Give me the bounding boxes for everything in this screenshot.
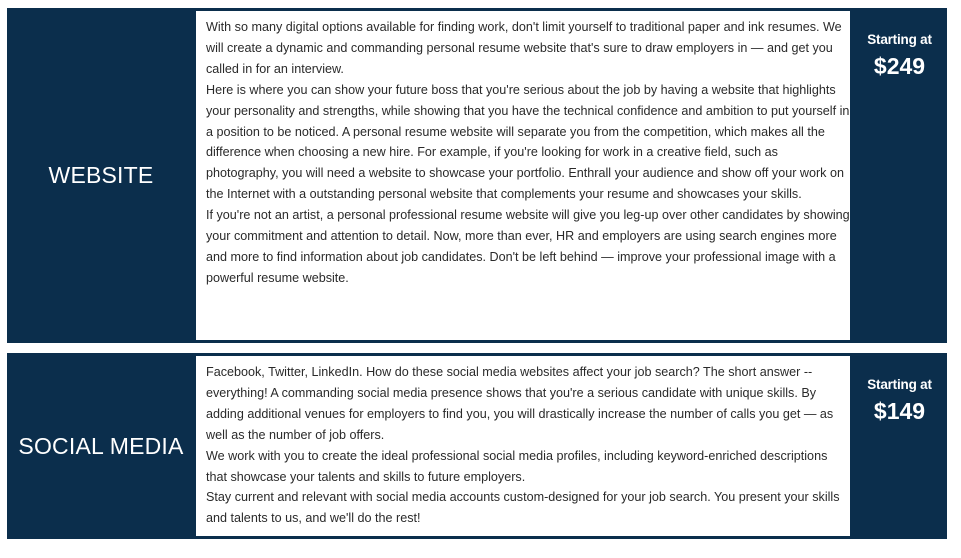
price-prefix: Starting at [867,377,932,392]
service-price-block [852,32,947,80]
description-paragraph: Here is where you can show your future boss that you're serious about the job by having a website that highlights your personality and strengths, while showing that you have the technical confidence and ambition to put yourself in a position to be noticed. A personal resume website will separate you from the competition, which makes all the difference when choosing a new hire. For example, if you're looking for work in a creative field, such as photography, you will need a website to showcase your portfolio. Enthrall your audience and show off your work on the Internet with a outstanding personal website that complements your resume and showcases your skills. [206,82,850,202]
description-paragraph: With so many digital options available for finding work, don't limit yourself to traditional paper and ink resumes. We will create a dynamic and commanding personal resume website that's sure to draw employers in — and get you called in for an interview. [206,20,842,76]
service-description [195,10,851,341]
price-prefix: Starting at [867,32,932,47]
description-paragraph: Stay current and relevant with social media accounts custom-designed for your job search. You present your skills and talents to us, and we'll do the rest! [206,490,840,526]
service-name: WEBSITE [48,162,154,188]
service-row-website [7,8,947,343]
description-paragraph: Facebook, Twitter, LinkedIn. How do these social media websites affect your job search? The short answer -- everything! A commanding social media presence shows that you're a serious candidate with unique skills. By adding additional venues for employers to find you, you will drastically increase the number of calls you get — as well as the number of job offers. [206,365,834,442]
description-paragraph: We work with you to create the ideal professional social media profiles, including keyword-enriched descriptions that showcase your talents and skills to future employers. [206,448,828,484]
description-paragraph: If you're not an artist, a personal professional resume website will give you leg-up over other candidates by showing your commitment and attention to detail. Now, more than ever, HR and employers are using search engines more and more to find information about job candidates. Don't be left behind — improve your professional image with a powerful resume website. [206,208,850,285]
price-amount: $249 [873,53,926,79]
service-description [195,355,851,537]
service-row-social-media [7,353,947,539]
service-name: SOCIAL MEDIA [18,432,184,459]
service-price-block [852,377,947,425]
price-amount: $149 [873,398,926,424]
